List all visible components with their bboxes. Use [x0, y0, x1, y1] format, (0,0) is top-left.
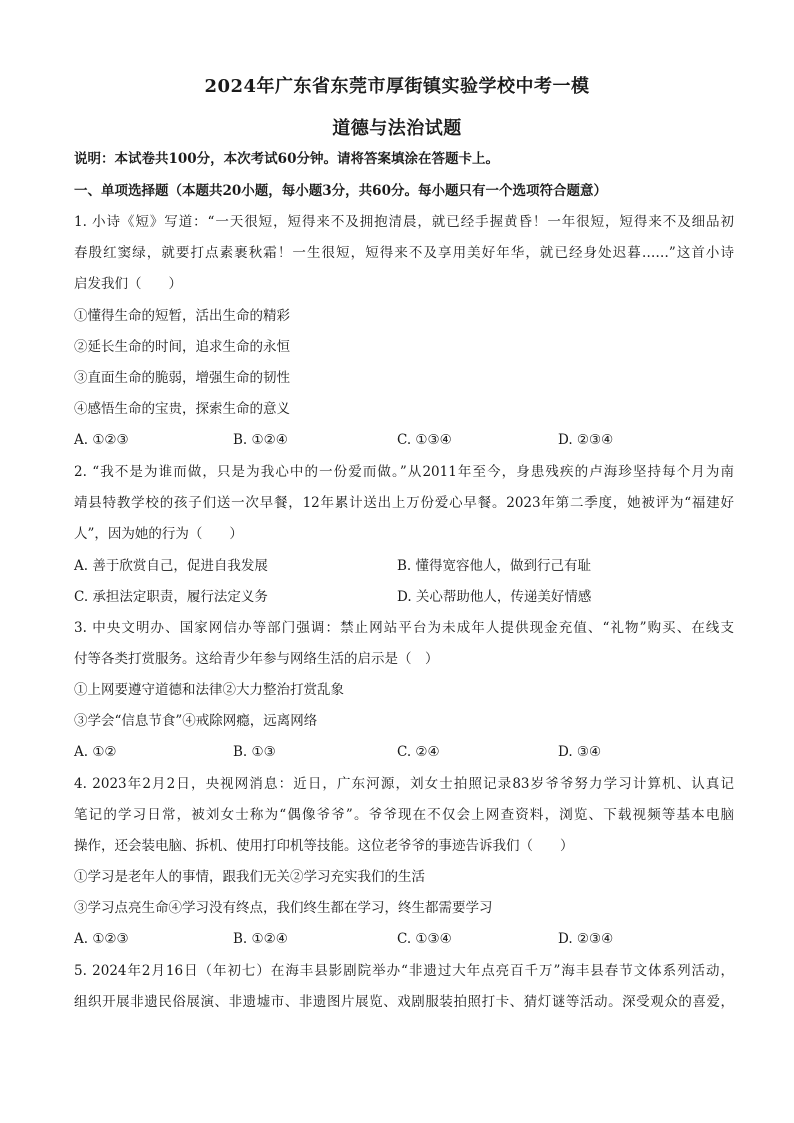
q4-option-d[interactable]: D. ②③④ [558, 931, 614, 947]
q1-option-b[interactable]: B. ①②④ [233, 432, 288, 448]
q3-stem-line: 3. 中央文明办、国家网信办等部门强调：禁止网站平台为未成年人提供现金充值、“礼物”购买、在线支 [74, 620, 734, 636]
q1-statement: ①懂得生命的短暂，活出生命的精彩 [74, 308, 290, 324]
section-heading: 一、单项选择题（本题共20小题，每小题3分，共60分。每小题只有一个选项符合题意） [74, 183, 607, 199]
q4-option-a[interactable]: A. ①②③ [74, 931, 129, 947]
exam-instructions: 说明：本试卷共100分，本次考试60分钟。请将答案填涂在答题卡上。 [74, 151, 499, 167]
q4-option-c[interactable]: C. ①③④ [397, 931, 452, 947]
page-title: 2024年广东省东莞市厚街镇实验学校中考一模 [204, 76, 590, 97]
q3-option-b[interactable]: B. ①③ [233, 744, 276, 760]
q2-option-d[interactable]: D. 关心帮助他人，传递美好情感 [397, 589, 592, 605]
q2-stem-line: 2. “我不是为谁而做，只是为我心中的一份爱而做。”从2011年至今，身患残疾的卢海珍坚持每个月为南 [74, 464, 734, 480]
q4-stem-line: 4. 2023年2月2日，央视网消息：近日，广东河源，刘女士拍照记录83岁爷爷努力学习计算机、认真记 [74, 776, 734, 792]
q1-statement: ②延长生命的时间，追求生命的永恒 [74, 339, 290, 355]
q4-option-b[interactable]: B. ①②④ [233, 931, 288, 947]
q1-stem-line: 启发我们（ ） [74, 276, 182, 292]
q5-stem-line: 5. 2024年2月16日（年初七）在海丰县影剧院举办“非遗过大年点亮百千万”海丰县春节文体系列活动， [74, 963, 734, 979]
q3-option-c[interactable]: C. ②④ [397, 744, 440, 760]
q1-statement: ④感悟生命的宝贵，探索生命的意义 [74, 401, 290, 417]
q4-stem-line: 操作，还会装电脑、拆机、使用打印机等技能。这位老爷爷的事迹告诉我们（ ） [74, 838, 574, 854]
q3-option-a[interactable]: A. ①② [74, 744, 117, 760]
q2-stem-line: 人”，因为她的行为（ ） [74, 526, 243, 542]
q1-stem-line: 1. 小诗《短》写道：“一天很短，短得来不及拥抱清晨，就已经手握黄昏！一年很短，短得来不及细品初 [74, 214, 734, 230]
q4-stem-line: 笔记的学习日常，被刘女士称为“偶像爷爷”。爷爷现在不仅会上网查资料，浏览、下载视频等基本电脑 [74, 807, 734, 823]
q2-stem-line: 靖县特教学校的孩子们送一次早餐，12年累计送出上万份爱心早餐。2023年第二季度，她被评为“福建好 [74, 495, 734, 511]
q1-option-d[interactable]: D. ②③④ [558, 432, 614, 448]
q1-stem-line: 春殷红窦绿，就要打点素裹秋霜！一生很短，短得来不及享用美好年华，就已经身处迟暮……”这首小诗 [74, 245, 734, 261]
q3-statement: ①上网要遵守道德和法律②大力整治打赏乱象 [74, 682, 344, 698]
q3-option-d[interactable]: D. ③④ [558, 744, 602, 760]
q5-stem-line: 组织开展非遗民俗展演、非遗墟市、非遗图片展览、戏剧服装拍照打卡、猜灯谜等活动。深受观众的喜爱， [74, 994, 734, 1010]
q4-statement: ①学习是老年人的事情，跟我们无关②学习充实我们的生活 [74, 869, 425, 885]
q1-option-a[interactable]: A. ①②③ [74, 432, 129, 448]
q2-option-b[interactable]: B. 懂得宽容他人，做到行己有耻 [397, 558, 592, 574]
q4-statement: ③学习点亮生命④学习没有终点，我们终生都在学习，终生都需要学习 [74, 900, 493, 916]
page-subtitle: 道德与法治试题 [332, 118, 462, 139]
q3-statement: ③学会“信息节食”④戒除网瘾，远离网络 [74, 713, 318, 729]
q2-option-c[interactable]: C. 承担法定职责，履行法定义务 [74, 589, 268, 605]
q1-option-c[interactable]: C. ①③④ [397, 432, 452, 448]
q3-stem-line: 付等各类打赏服务。这给青少年参与网络生活的启示是（ ） [74, 651, 439, 667]
q1-statement: ③直面生命的脆弱，增强生命的韧性 [74, 370, 290, 386]
q2-option-a[interactable]: A. 善于欣赏自己，促进自我发展 [74, 558, 268, 574]
